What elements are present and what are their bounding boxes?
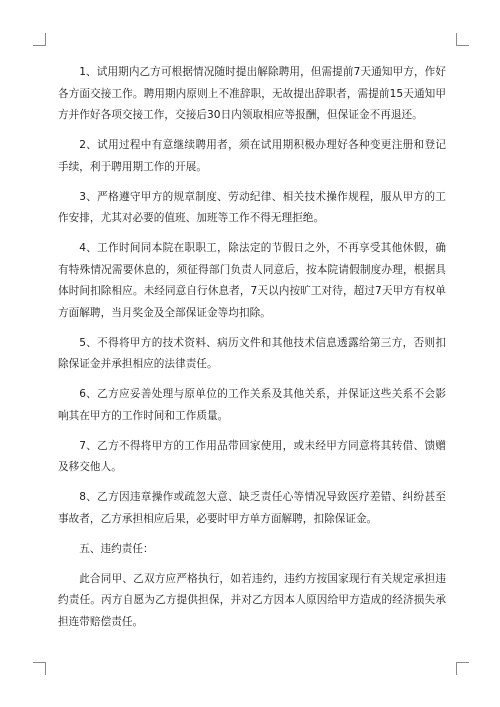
- clause-7: 7、乙方不得将甲方的工作用品带回家使用，或未经甲方同意将其转借、馈赠及移交他人。: [58, 439, 446, 473]
- clause-6: 6、乙方应妥善处理与原单位的工作关系及其他关系，并保证这些关系不会影响其在甲方的工作时间和工作质量。: [58, 388, 446, 422]
- corner-mark-top-left: [33, 33, 46, 46]
- clause-1: 1、试用期内乙方可根据情况随时提出解除聘用，但需提前7天通知甲方，作好各方面交接工作。聘用期内原则上不准辞职，无故提出辞职者，需提前15天通知甲方并作好各项交接工作，交接后30日内领取相应等报酬，但保证金不再退还。: [58, 66, 446, 121]
- clause-4: 4、工作时间同本院在职职工，除法定的节假日之外，不再享受其他休假，确有特殊情况需要休息的，须征得部门负责人同意后，按本院请假制度办理，根据具体时间扣除相应。未经同意自行休息者，7天以内按旷工对待，超过7天甲方有权单方面解聘，当月奖金及全部保证金等均扣除。: [58, 242, 446, 319]
- corner-mark-bottom-left: [33, 662, 46, 675]
- corner-mark-top-right: [456, 33, 469, 46]
- clause-5: 5、不得将甲方的技术资料、病历文件和其他技术信息透露给第三方，否则扣除保证金并承担相应的法律责任。: [58, 336, 446, 370]
- breach-liability-text: 此合同甲、乙双方应严格执行，如若违约，违约方按国家现行有关规定承担违约责任。丙方自愿为乙方提供担保，并对乙方因本人原因给甲方造成的经济损失承担连带赔偿责任。: [58, 572, 446, 628]
- document-body: [58, 62, 446, 642]
- section-heading-breach-liability: 五、违约责任：: [79, 542, 154, 555]
- clause-3: 3、严格遵守甲方的规章制度、劳动纪律、相关技术操作规程，服从甲方的工作安排，尤其对必要的值班、加班等工作不得无理拒绝。: [58, 190, 446, 224]
- corner-mark-bottom-right: [456, 662, 469, 675]
- clause-8: 8、乙方因违章操作或疏忽大意、缺乏责任心等情况导致医疗差错、纠纷甚至事故者，乙方承担相应后果，必要时甲方单方面解聘，扣除保证金。: [58, 491, 446, 525]
- clause-2: 2、试用过程中有意继续聘用者，须在试用期积极办理好各种变更注册和登记手续，利于聘用期工作的开展。: [58, 139, 446, 173]
